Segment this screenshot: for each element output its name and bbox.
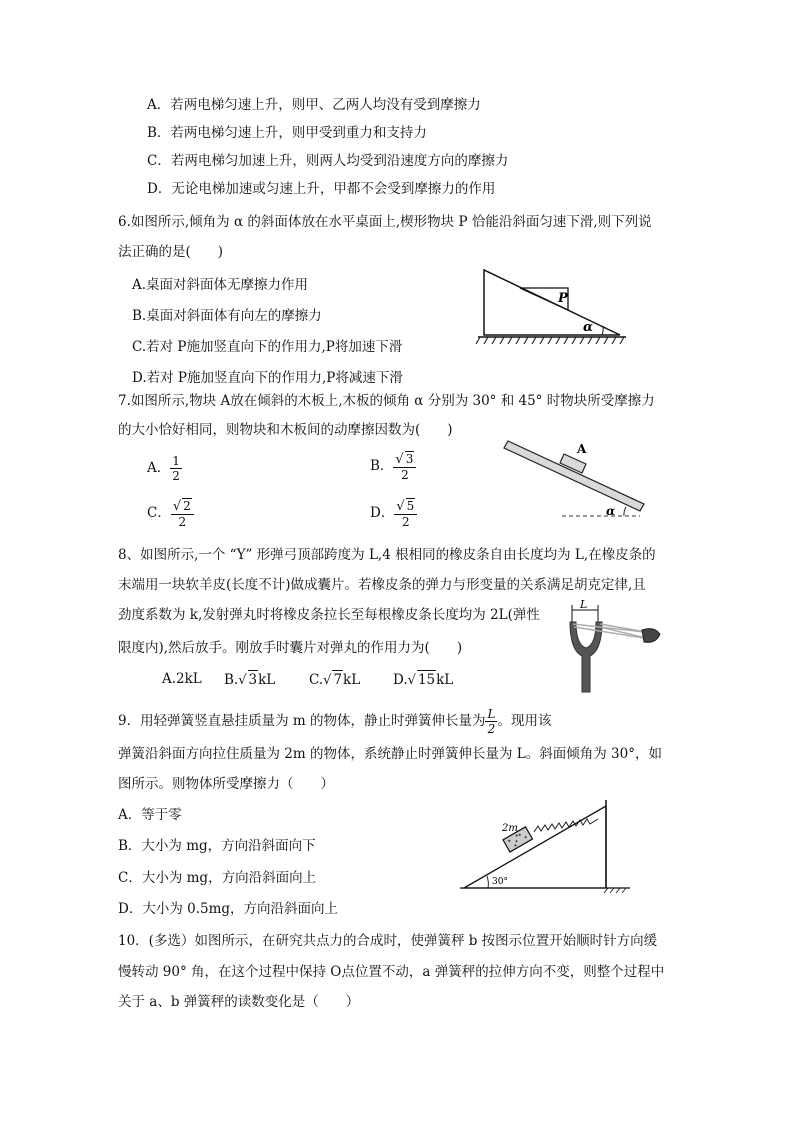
- q8-c-tail: kL: [343, 672, 361, 688]
- q7-option-b-label: B．: [370, 458, 394, 474]
- q8-rubber-bands: [573, 624, 646, 638]
- q7-stem-line1: 7.如图所示,物块 A放在倾斜的木板上,木板的倾角 α 分别为 30° 和 45° 时物块所受摩擦力: [118, 393, 655, 409]
- q6-option-b: B.桌面对斜面体有向左的摩擦力: [132, 308, 322, 324]
- q8-stem-line3: 劲度系数为 k,发射弹丸时将橡皮条拉长至每根橡皮条长度均为 2L(弹性: [118, 607, 540, 623]
- q7-stem-line2: 的大小恰好相同，则物块和木板间的动摩擦因数为( ): [118, 422, 453, 438]
- q8-d-radicand: 15: [417, 672, 436, 688]
- q9-stem-line3: 图所示。则物体所受摩擦力（ ）: [118, 776, 334, 792]
- q7-fig-label-a: A: [577, 442, 587, 456]
- q9-ground-hatch: [604, 888, 626, 893]
- q6-stem-line2: 法正确的是( ): [118, 244, 224, 260]
- q8-option-d-label: D.: [393, 672, 408, 688]
- q8-option-c-label: C.: [309, 672, 324, 688]
- q7-option-d: [370, 497, 417, 529]
- q8-c-radicand: 7: [333, 672, 343, 688]
- q7-wooden-board: [504, 441, 644, 511]
- q9-fig-label-mass: 2m: [502, 823, 518, 834]
- q7-option-b-fraction: $\frac{√ 3}{2}$: [393, 451, 416, 482]
- q7-option-a-label: A．: [147, 460, 171, 476]
- q8-b-radicand: 3: [248, 672, 258, 688]
- q8-option-c: C.√ 7kL: [309, 672, 361, 688]
- q9-incline: [464, 806, 606, 888]
- q7-c-denominator: 2: [178, 515, 187, 529]
- q9-stem-line1-tail: 。现用该: [497, 713, 552, 729]
- q7-b-radicand: 3: [405, 452, 414, 466]
- q8-option-d: D.√ 15kL: [393, 672, 454, 688]
- q7-angle-arc: [624, 507, 626, 516]
- q7-option-b: [370, 450, 416, 482]
- q6-stem-line1: 6.如图所示,倾角为 α 的斜面体放在水平桌面上,楔形物块 P 恰能沿斜面匀速下滑,则下列说: [118, 214, 652, 230]
- q7-a-numerator: 1: [172, 454, 180, 468]
- q9-angle-arc: [487, 876, 488, 888]
- q7-board-figure: [500, 440, 650, 525]
- q7-d-radicand: 5: [406, 499, 415, 513]
- q9-stem-line1-text: 9．用轻弹簧竖直悬挂质量为 m 的物体，静止时弹簧伸长量为: [118, 713, 486, 729]
- q9-stem-line2: 弹簧沿斜面方向拉住质量为 2m 的物体，系统静止时弹簧伸长量为 L。斜面倾角为 30°，如: [118, 746, 662, 762]
- q10-stem-line3: 关于 a、b 弹簧秤的读数变化是（ ）: [118, 994, 360, 1010]
- q8-stem-line4: 限度内),然后放手。刚放手时囊片对弹丸的作用力为( ): [118, 640, 463, 656]
- q7-option-d-label: D．: [370, 505, 395, 521]
- q9-stem-line1: [118, 705, 551, 737]
- q7-option-a-fraction: [170, 454, 182, 483]
- q7-option-c-label: C．: [147, 505, 171, 521]
- q7-c-radicand: 2: [183, 499, 191, 513]
- q5-option-b: B．若两电梯匀速上升，则甲受到重力和支持力: [147, 125, 427, 141]
- q9-option-c: C．大小为 mg，方向沿斜面向上: [118, 870, 317, 886]
- q9-option-b: B．大小为 mg，方向沿斜面向下: [118, 838, 316, 854]
- q9-stem-fraction: [485, 707, 497, 736]
- q8-option-a: A.2kL: [162, 671, 202, 687]
- q8-stem-line2: 末端用一块软羊皮(长度不计)做成囊片。若橡皮条的弹力与形变量的关系满足胡克定律,且: [118, 577, 646, 593]
- q7-a-denominator: 2: [172, 469, 180, 483]
- q8-slingshot-figure: [560, 600, 670, 700]
- q8-stem-line1: 8、如图所示,一个 “Y” 形弹弓顶部跨度为 L,4 根相同的橡皮条自由长度均为 L,在橡皮条的: [118, 547, 656, 563]
- q5-option-c: C．若两电梯匀加速上升，则两人均受到沿速度方向的摩擦力: [147, 153, 509, 169]
- q9-incline-spring-figure: [458, 790, 633, 895]
- q8-fig-label-l: L: [580, 600, 588, 611]
- q9-fraction-numerator: L: [487, 707, 496, 721]
- q6-fig-label-p: P: [558, 291, 568, 306]
- q7-option-c: [147, 497, 194, 529]
- q9-option-d: D．大小为 0.5mg，方向沿斜面向上: [118, 901, 339, 917]
- q6-option-c: C.若对 P施加竖直向下的作用力,P将加速下滑: [132, 339, 403, 355]
- q6-option-a: A.桌面对斜面体无摩擦力作用: [132, 277, 309, 293]
- q6-option-d: D.若对 P施加竖直向下的作用力,P将减速下滑: [132, 370, 403, 386]
- q9-option-a: A．等于零: [118, 807, 182, 823]
- q9-spring: [534, 819, 598, 832]
- q6-fig-label-alpha: α: [583, 320, 594, 335]
- q9-fig-label-angle: 30°: [492, 877, 508, 887]
- q8-d-tail: kL: [436, 672, 454, 688]
- q7-d-denominator: 2: [401, 515, 410, 529]
- q10-stem-line1: 10．(多选）如图所示，在研究共点力的合成时，使弹簧秤 b 按图示位置开始顺时针方向缓: [118, 933, 658, 949]
- q8-b-tail: kL: [258, 672, 276, 688]
- q6-incline-figure: [470, 262, 630, 352]
- q7-b-denominator: 2: [401, 468, 409, 482]
- q7-option-a: [147, 452, 182, 484]
- q5-option-d: D．无论电梯加速或匀速上升，甲都不会受到摩擦力的作用: [147, 181, 496, 197]
- q7-fig-label-alpha: α: [606, 504, 616, 518]
- q8-option-b-label: B.: [224, 672, 239, 688]
- q8-leather-pouch: [642, 629, 660, 643]
- q10-stem-line2: 慢转动 90° 角，在这个过程中保持 O点位置不动，a 弹簧秤的拉伸方向不变，则整个过程中: [118, 964, 665, 980]
- q7-option-c-fraction: $\frac{√ 2}{2}$: [171, 498, 194, 529]
- q9-fraction-denominator: 2: [487, 722, 496, 736]
- q6-ground-hatch: [476, 337, 624, 344]
- q5-option-a: A．若两电梯匀速上升，则甲、乙两人均没有受到摩擦力: [147, 97, 481, 113]
- q7-option-d-fraction: $\frac{√ 5}{2}$: [394, 498, 417, 529]
- q8-slingshot-frame: [570, 622, 602, 692]
- q8-option-b: B.√ 3kL: [224, 672, 276, 688]
